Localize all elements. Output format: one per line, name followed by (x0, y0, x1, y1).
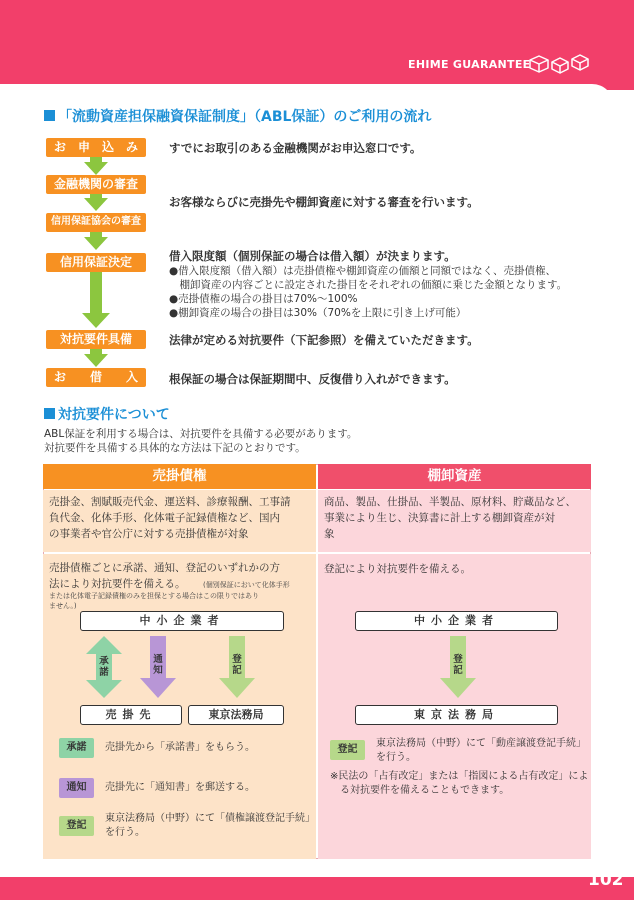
brand-name: EHIME GUARANTEE (408, 58, 531, 71)
badge-consent: 承諾 (59, 738, 94, 758)
party-tokyo-legal-affairs-left: 東京法務局 (188, 705, 284, 725)
legend-register-text: を行う。 (105, 827, 145, 838)
step-perfection: 対抗要件具備 (46, 330, 146, 349)
flow-text-perfection: 法律が定める対抗要件（下記参照）を備えていただきます。 (169, 333, 479, 347)
legend-consent-text: 売掛先から「承諾書」をもらう。 (105, 742, 255, 753)
left-method-line: 売掛債権ごとに承諾、通知、登記のいずれかの方 (49, 562, 280, 574)
flow-bullet: ●借入限度額（借入額）は売掛債権や棚卸資産の価額と同額ではなく、売掛債権、 (169, 265, 556, 277)
flow-arrow-down-icon (84, 162, 108, 176)
badge-register-right: 登記 (330, 740, 365, 760)
intro-line: ABL保証を利用する場合は、対抗要件を具備する必要があります。 (44, 428, 358, 440)
right-desc-line: 商品、製品、仕掛品、半製品、原材料、貯蔵品など、 (324, 496, 576, 508)
flow-bullet: ●売掛債権の場合の掛目は70%～100% (169, 293, 358, 305)
section-title-flow-text: 「流動資産担保融資保証制度」（ABL保証）のご利用の流れ (58, 109, 432, 125)
step-apply: お 申 込 み (46, 138, 146, 157)
flow-text-borrow: 根保証の場合は保証期間中、反復借り入れができます。 (169, 372, 456, 386)
left-desc-line: の事業者や官公庁に対する売掛債権が対象 (49, 528, 249, 540)
page-number: 102 (588, 870, 624, 890)
section-title-flow (44, 106, 431, 126)
table-header-receivables: 売掛債権 (43, 464, 316, 489)
intro-line: 対抗要件を具備する具体的な方法は下記のとおりです。 (44, 442, 306, 454)
left-method-note: または化体電子記録債権のみを担保とする場合はこの限りではあり (49, 592, 259, 600)
party-customer: 売掛先 (80, 705, 182, 725)
table-header-inventory: 棚卸資産 (318, 464, 591, 489)
arrow-label-register: 登記 (232, 654, 242, 676)
party-sme-left: 中小企業者 (80, 611, 284, 631)
left-method-note: (個別保証において化体手形 (203, 581, 290, 589)
right-desc-line: 象 (324, 528, 335, 540)
step-guarantee-review: 信用保証協会の審査 (46, 213, 146, 232)
legend-register-right-text: を行う。 (376, 752, 416, 763)
legend-register-right-text: 東京法務局（中野）にて「動産譲渡登記手続」 (376, 738, 586, 749)
flow-arrow-down-icon (82, 313, 110, 329)
section-title-perfection (44, 404, 170, 424)
title-square-icon (44, 110, 55, 121)
flow-arrow-down-icon (84, 237, 108, 251)
flow-text-apply: すでにお取引のある金融機関がお申込窓口です。 (169, 141, 422, 155)
badge-notice: 通知 (59, 778, 94, 798)
legend-register-text: 東京法務局（中野）にて「債権譲渡登記手続」 (105, 813, 315, 824)
badge-register: 登記 (59, 816, 94, 836)
arrow-label-notice: 通知 (153, 654, 163, 676)
left-desc-line: 負代金、化体手形、化体電子記録債権など、国内 (49, 512, 280, 524)
stacked-boxes-icon (528, 52, 592, 74)
arrow-label-consent: 承諾 (99, 656, 109, 678)
left-desc-line: 売掛金、割賦販売代金、運送料、診療報酬、工事請 (49, 496, 291, 508)
step-bank-review: 金融機関の審査 (46, 175, 146, 194)
right-footnote: る対抗要件を備えることもできます。 (330, 785, 510, 796)
section-title-perfection-text: 対抗要件について (58, 407, 170, 423)
arrow-label-register-right: 登記 (453, 654, 463, 676)
flow-arrow-down-icon (84, 198, 108, 212)
party-sme-right: 中小企業者 (355, 611, 558, 631)
flow-bullet: 棚卸資産の内容ごとに設定された掛目をそれぞれの価額に乗じた金額となります。 (169, 279, 568, 291)
flow-arrow-down-icon (84, 354, 108, 368)
left-method-note: ません。) (49, 602, 77, 610)
legend-notice-text: 売掛先に「通知書」を郵送する。 (105, 782, 255, 793)
flow-text-decision: 借入限度額（個別保証の場合は借入額）が決まります。 (169, 249, 456, 263)
footer-band (0, 877, 634, 900)
left-method-line: 法により対抗要件を備える。 (49, 578, 186, 590)
right-desc-line: 事業により生じ、決算書に計上する棚卸資産が対 (324, 512, 555, 524)
right-footnote: ※民法の「占有改定」または「指図による占有改定」によ (330, 771, 589, 782)
party-tokyo-legal-affairs-right: 東京法務局 (355, 705, 558, 725)
title-square-icon (44, 408, 55, 419)
step-guarantee-decision: 信用保証決定 (46, 253, 146, 272)
flow-bullet: ●棚卸資産の場合の掛目は30%（70%を上限に引き上げ可能） (169, 307, 467, 319)
header-band (0, 0, 634, 90)
flow-arrow-shaft-long (90, 272, 102, 314)
right-method-line: 登記により対抗要件を備える。 (324, 563, 471, 575)
flow-text-review: お客様ならびに売掛先や棚卸資産に対する審査を行います。 (169, 195, 479, 209)
step-borrow: お 借 入 (46, 368, 146, 387)
